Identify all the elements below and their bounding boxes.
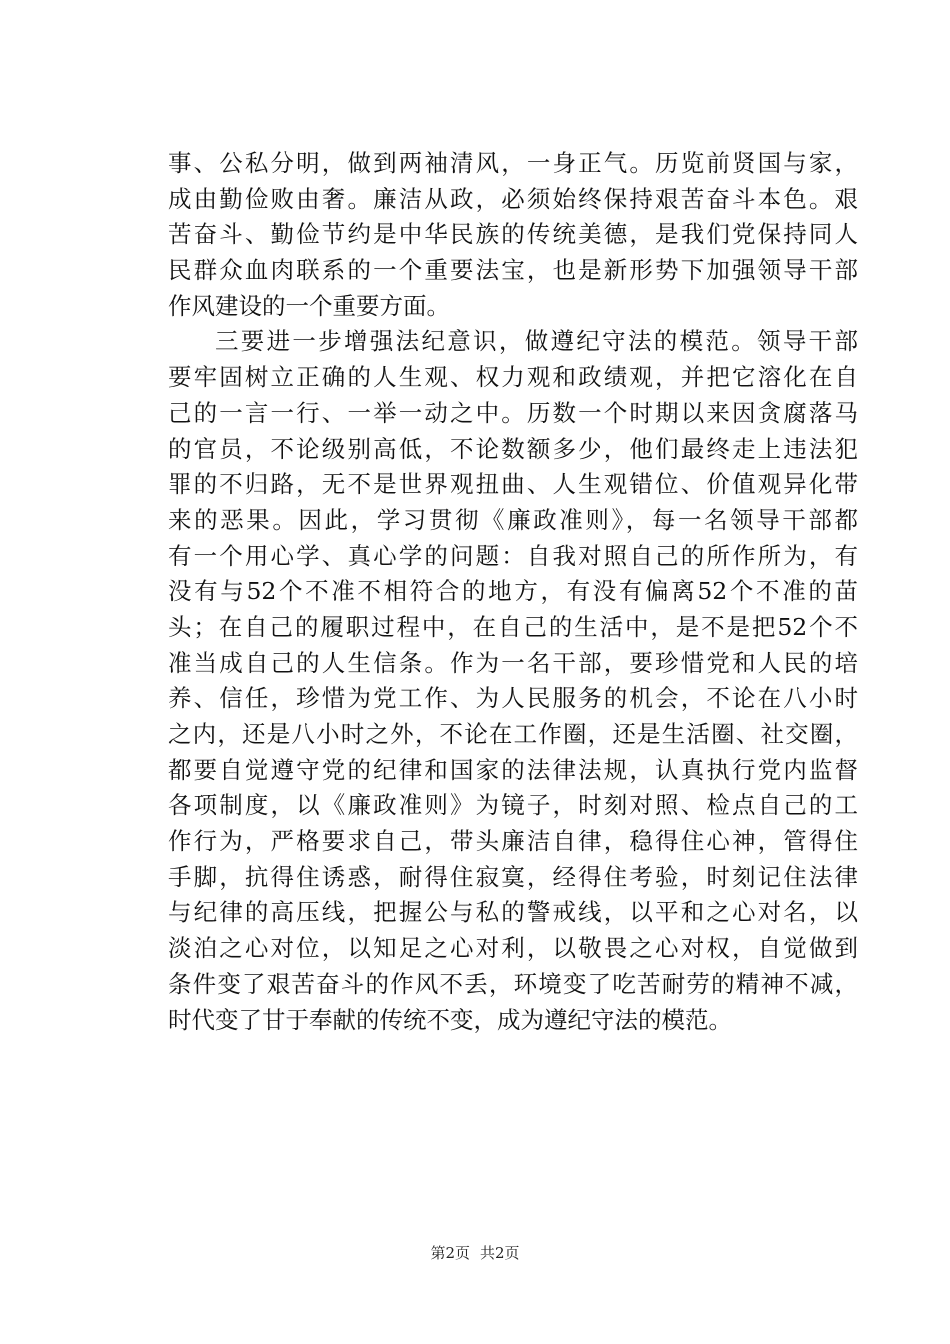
paragraph-line: 民群众血肉联系的一个重要法宝，也是新形势下加强领导干部	[168, 256, 858, 285]
paragraph-line: 都要自觉遵守党的纪律和国家的法律法规，认真执行党内监督	[168, 755, 858, 784]
paragraph-line: 条件变了艰苦奋斗的作风不丢，环境变了吃苦耐劳的精神不减，	[168, 969, 858, 998]
paragraph-line: 有一个用心学、真心学的问题：自我对照自己的所作所为，有	[168, 541, 858, 570]
paragraph-line: 要牢固树立正确的人生观、权力观和政绩观，并把它溶化在自	[168, 363, 858, 392]
page-footer	[0, 1243, 950, 1263]
paragraph-line: 作行为，严格要求自己，带头廉洁自律，稳得住心神，管得住	[168, 827, 858, 856]
paragraph-1	[168, 146, 858, 324]
paragraph-line: 之内，还是八小时之外，不论在工作圈，还是生活圈、社交圈，	[168, 720, 858, 748]
page-number-current: 第2页	[430, 1244, 470, 1262]
paragraph-line: 罪的不归路，无不是世界观扭曲、人生观错位、价值观异化带	[168, 470, 858, 499]
paragraph-line: 三要进一步增强法纪意识，做遵纪守法的模范。领导干部	[215, 327, 858, 356]
paragraph-line: 事、公私分明，做到两袖清风，一身正气。历览前贤国与家，	[168, 149, 858, 177]
paragraph-line: 淡泊之心对位，以知足之心对利，以敬畏之心对权，自觉做到	[168, 934, 858, 963]
paragraph-line: 己的一言一行、一举一动之中。历数一个时期以来因贪腐落马	[168, 398, 858, 427]
paragraph-line: 没有与52个不准不相符合的地方，有没有偏离52个不准的苗	[168, 577, 858, 606]
paragraph-2	[168, 324, 858, 1038]
paragraph-line: 养、信任，珍惜为党工作、为人民服务的机会，不论在八小时	[168, 684, 858, 713]
paragraph-line: 的官员，不论级别高低，不论数额多少，他们最终走上违法犯	[168, 434, 858, 463]
document-body	[168, 146, 858, 1038]
page-number-total: 共2页	[480, 1244, 520, 1262]
paragraph-line: 头；在自己的履职过程中，在自己的生活中，是不是把52个不	[168, 612, 858, 641]
paragraph-line: 苦奋斗、勤俭节约是中华民族的传统美德，是我们党保持同人	[168, 220, 858, 249]
paragraph-line: 作风建设的一个重要方面。	[168, 291, 450, 320]
paragraph-line: 准当成自己的人生信条。作为一名干部，要珍惜党和人民的培	[168, 648, 858, 677]
paragraph-line: 手脚，抗得住诱惑，耐得住寂寞，经得住考验，时刻记住法律	[168, 862, 858, 891]
paragraph-line: 各项制度，以《廉政准则》为镜子，时刻对照、检点自己的工	[168, 791, 858, 820]
paragraph-line: 与纪律的高压线，把握公与私的警戒线，以平和之心对名，以	[168, 898, 858, 927]
paragraph-line: 来的恶果。因此，学习贯彻《廉政准则》，每一名领导干部都	[168, 505, 858, 534]
paragraph-line: 成由勤俭败由奢。廉洁从政，必须始终保持艰苦奋斗本色。艰	[168, 184, 858, 213]
paragraph-line: 时代变了甘于奉献的传统不变，成为遵纪守法的模范。	[168, 1005, 732, 1034]
